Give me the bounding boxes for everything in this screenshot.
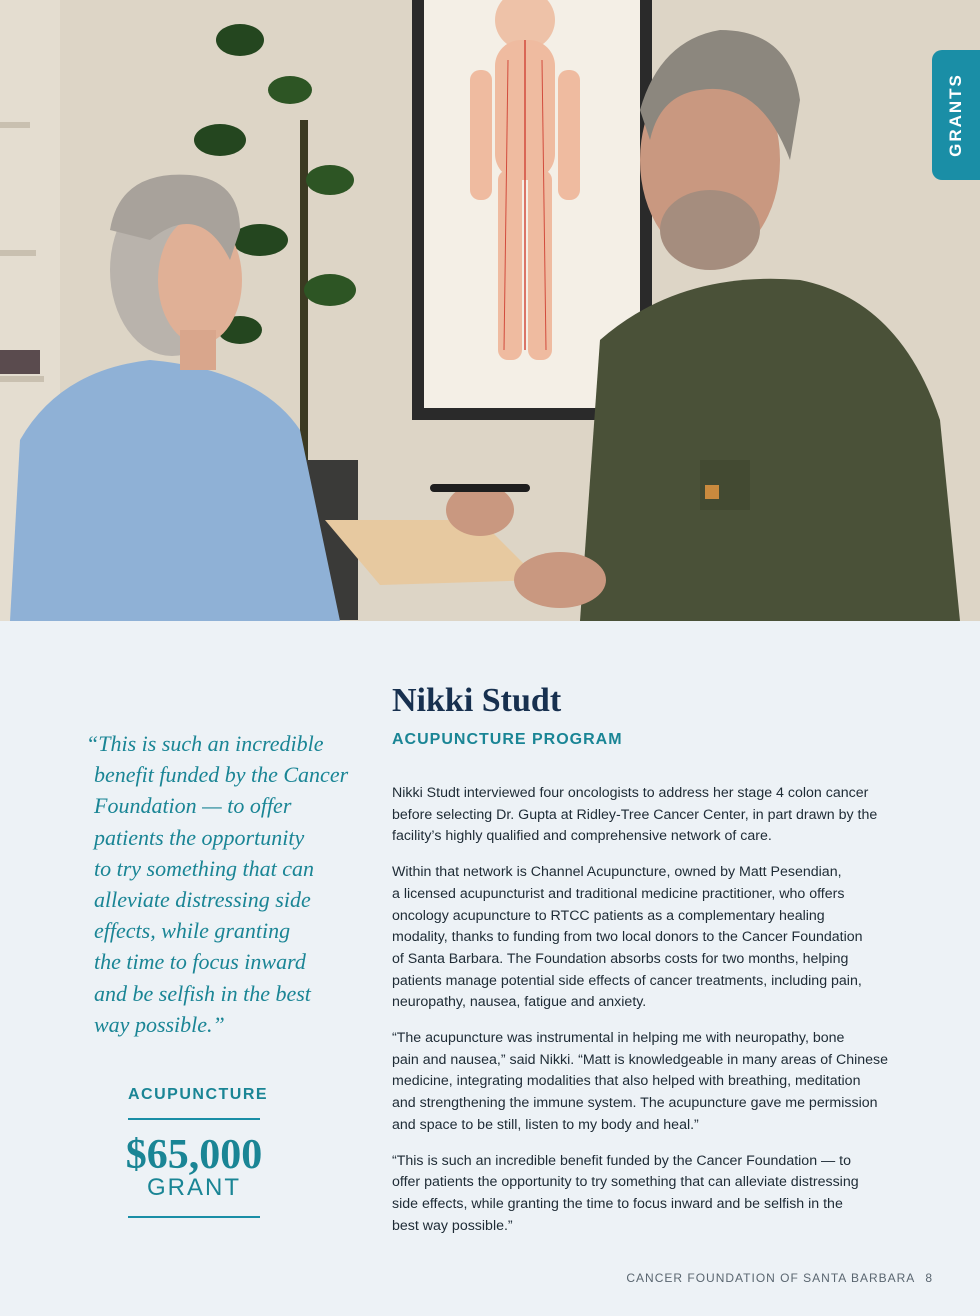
pull-quote-line: benefit funded by the Cancer bbox=[94, 762, 349, 788]
article-subtitle: ACUPUNCTURE PROGRAM bbox=[392, 731, 623, 748]
pull-quote-line: and be selfish in the best bbox=[94, 980, 311, 1006]
grant-program-label: ACUPUNCTURE bbox=[128, 1086, 269, 1103]
article-paragraph bbox=[392, 1028, 907, 1137]
pull-quote-line: to try something that can bbox=[94, 855, 314, 881]
text-line: facility’s highly qualified and comprehensive network of care. bbox=[392, 828, 772, 845]
article-paragraph bbox=[392, 862, 907, 1014]
pull-quote-line: alleviate distressing side bbox=[94, 887, 311, 913]
text-line: a licensed acupuncturist and traditional medicine practitioner, who offers bbox=[392, 885, 845, 902]
photo-illustration bbox=[0, 0, 980, 621]
text-line: modality, thanks to funding from two local donors to the Cancer Foundation bbox=[392, 929, 863, 946]
text-line: medicine, integrating modalities that also helped with breathing, meditation bbox=[392, 1073, 861, 1090]
page-footer bbox=[626, 1271, 932, 1285]
text-line: Within that network is Channel Acupuncture, owned by Matt Pesendian, bbox=[392, 864, 842, 881]
text-line: best way possible.” bbox=[392, 1217, 513, 1234]
page-number: 8 bbox=[925, 1271, 932, 1285]
text-line: and space to be still, listen to my body and heal.” bbox=[392, 1116, 699, 1133]
text-line: patients manage potential side effects of cancer treatments, including pain, bbox=[392, 972, 862, 989]
grant-unit: GRANT bbox=[147, 1174, 241, 1201]
text-line: oncology acupuncture to RTCC patients as a complementary healing bbox=[392, 907, 825, 924]
section-tab-label: GRANTS bbox=[946, 73, 965, 157]
text-line: and strengthening the immune system. The acupuncture gave me permission bbox=[392, 1095, 878, 1112]
text-line: “The acupuncture was instrumental in helping me with neuropathy, bone bbox=[392, 1030, 845, 1047]
text-line: of Santa Barbara. The Foundation absorbs costs for two months, helping bbox=[392, 950, 849, 967]
pull-quote-line: “This is such an incredible bbox=[86, 731, 324, 756]
pull-quote-line: patients the opportunity bbox=[94, 824, 305, 850]
article-title: Nikki Studt bbox=[392, 682, 562, 719]
pull-quote-line: effects, while granting bbox=[94, 918, 291, 944]
pull-quote-line: the time to focus inward bbox=[94, 949, 306, 975]
text-line: neuropathy, nausea, fatigue and anxiety. bbox=[392, 994, 647, 1011]
text-line: offer patients the opportunity to try something that can alleviate distressing bbox=[392, 1174, 859, 1191]
section-tab bbox=[932, 50, 980, 180]
pull-quote bbox=[86, 728, 356, 1040]
grant-divider-top bbox=[128, 1118, 260, 1120]
grant-divider-bottom bbox=[128, 1216, 260, 1218]
article-paragraph bbox=[392, 1151, 907, 1238]
text-line: “This is such an incredible benefit funded by the Cancer Foundation — to bbox=[392, 1152, 851, 1169]
article-paragraph bbox=[392, 783, 907, 848]
grant-amount: $65,000 bbox=[125, 1132, 263, 1178]
pull-quote-line: Foundation — to offer bbox=[94, 793, 292, 819]
footer-org: CANCER FOUNDATION OF SANTA BARBARA bbox=[626, 1271, 916, 1285]
pull-quote-line: way possible.” bbox=[94, 1011, 225, 1037]
hero-photo bbox=[0, 0, 980, 621]
text-line: before selecting Dr. Gupta at Ridley-Tree Cancer Center, in part drawn by the bbox=[392, 806, 878, 823]
text-line: Nikki Studt interviewed four oncologists to address her stage 4 colon cancer bbox=[392, 785, 869, 801]
text-line: pain and nausea,” said Nikki. “Matt is knowledgeable in many areas of Chinese bbox=[392, 1051, 889, 1068]
text-line: side effects, while granting the time to focus inward and be selfish in the bbox=[392, 1195, 843, 1212]
article-body bbox=[392, 783, 907, 1251]
